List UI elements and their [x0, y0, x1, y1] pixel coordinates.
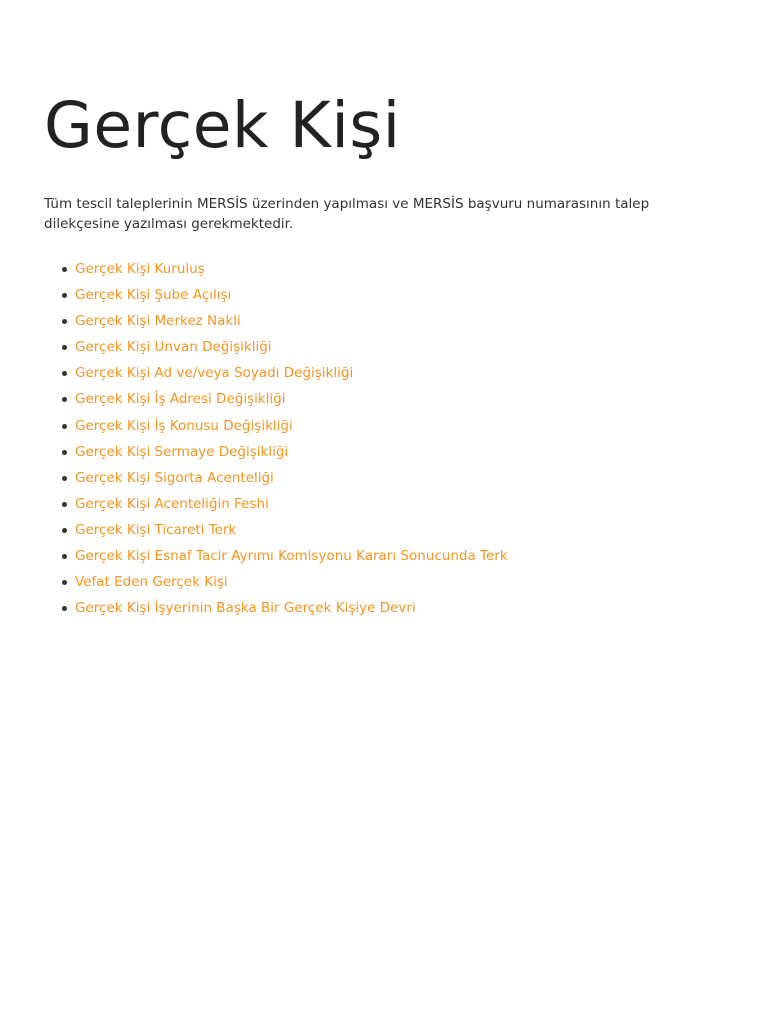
bullet-icon	[62, 502, 67, 507]
main-content	[44, 86, 734, 621]
list-item	[75, 517, 734, 543]
link-is-konusu-degisikligi[interactable]: Gerçek Kişi İş Konusu Değişikliği	[75, 417, 293, 434]
link-isyeri-devri[interactable]: Gerçek Kişi İşyerinin Başka Bir Gerçek Kişiye Devri	[75, 600, 416, 617]
list-item	[75, 308, 734, 334]
bullet-icon	[62, 606, 67, 611]
link-gercek-kisi-kurulus[interactable]: Gerçek Kişi Kuruluş	[75, 261, 205, 277]
list-item	[75, 491, 734, 517]
link-is-adresi-degisikligi[interactable]: Gerçek Kişi İş Adresi Değişikliği	[75, 391, 286, 408]
bullet-icon	[62, 450, 67, 455]
link-acenteligin-feshi[interactable]: Gerçek Kişi Acenteliğin Feshi	[75, 495, 269, 512]
list-item	[75, 334, 734, 360]
list-item	[75, 360, 734, 386]
link-sigorta-acenteligi[interactable]: Gerçek Kişi Sigorta Acenteliği	[75, 469, 274, 486]
bullet-icon	[62, 476, 67, 481]
link-ticareti-terk[interactable]: Gerçek Kişi Ticareti Terk	[75, 521, 237, 538]
link-esnaf-tacir-terk[interactable]: Gerçek Kişi Esnaf Tacir Ayrımı Komisyonu Kararı Sonucunda Terk	[75, 548, 508, 565]
link-list	[44, 256, 734, 621]
list-item	[75, 386, 734, 412]
link-vefat-eden[interactable]: Vefat Eden Gerçek Kişi	[75, 574, 228, 591]
page-title: Gerçek Kişi	[44, 89, 401, 162]
list-item	[75, 543, 734, 569]
list-item	[75, 256, 734, 282]
intro-text: Tüm tescil taleplerinin MERSİS üzerinden yapılması ve MERSİS başvuru numarasının talep dilekçesine yazılması gerekmektedir.	[44, 196, 650, 232]
list-item	[75, 282, 734, 308]
bullet-icon	[62, 424, 67, 429]
list-item	[75, 465, 734, 491]
list-item	[75, 413, 734, 439]
bullet-icon	[62, 293, 67, 298]
list-item	[75, 595, 734, 621]
bullet-icon	[62, 345, 67, 350]
bullet-icon	[62, 397, 67, 402]
bullet-icon	[62, 580, 67, 585]
list-item	[75, 439, 734, 465]
list-item	[75, 569, 734, 595]
bullet-icon	[62, 528, 67, 533]
link-sube-acilisi[interactable]: Gerçek Kişi Şube Açılışı	[75, 287, 232, 304]
bullet-icon	[62, 267, 67, 272]
bullet-icon	[62, 371, 67, 376]
link-sermaye-degisikligi[interactable]: Gerçek Kişi Sermaye Değişikliği	[75, 443, 289, 460]
bullet-icon	[62, 319, 67, 324]
link-unvan-degisikligi[interactable]: Gerçek Kişi Unvan Değişikliği	[75, 339, 272, 356]
link-ad-soyad-degisikligi[interactable]: Gerçek Kişi Ad ve/veya Soyadı Değişikliği	[75, 365, 354, 382]
bullet-icon	[62, 554, 67, 559]
link-merkez-nakli[interactable]: Gerçek Kişi Merkez Nakli	[75, 313, 241, 330]
